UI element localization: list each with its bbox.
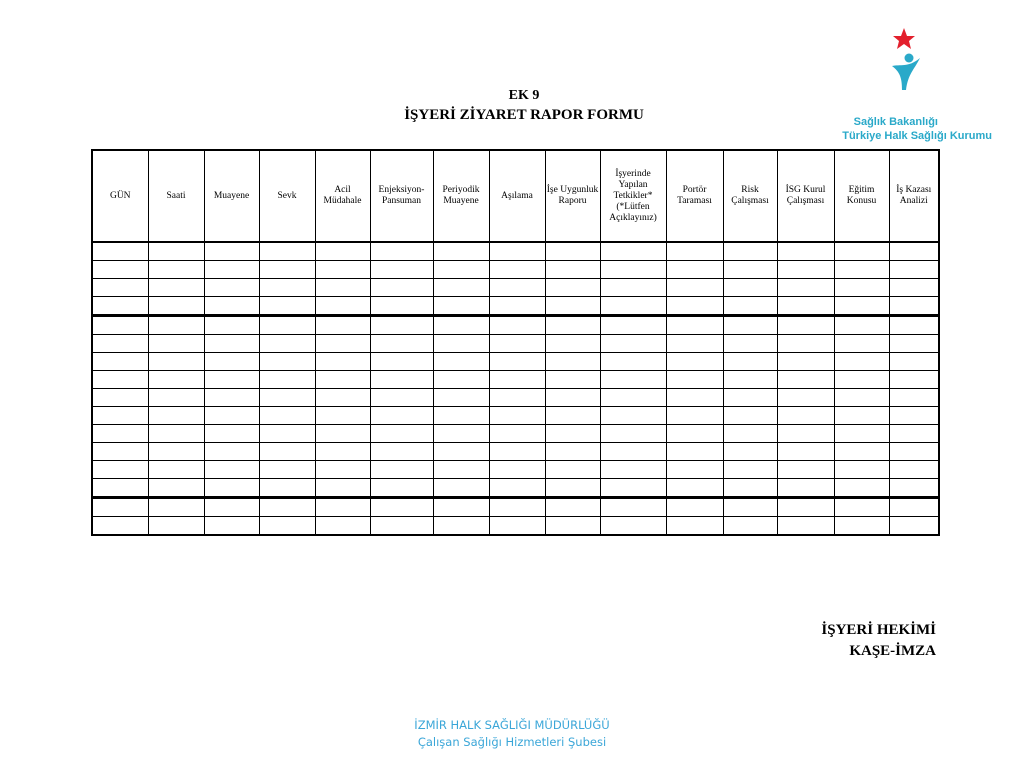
table-cell[interactable] (834, 407, 889, 425)
table-cell[interactable] (204, 498, 259, 517)
table-cell[interactable] (777, 443, 834, 461)
table-cell[interactable] (777, 407, 834, 425)
column-header: Sevk (259, 150, 315, 242)
table-cell[interactable] (834, 335, 889, 353)
table-cell[interactable] (92, 261, 148, 279)
table-cell[interactable] (433, 479, 489, 498)
table-row (92, 316, 939, 335)
table-row (92, 443, 939, 461)
column-header: Periyodik Muayene (433, 150, 489, 242)
table-cell[interactable] (259, 425, 315, 443)
table-cell[interactable] (370, 517, 433, 536)
table-header-row (92, 150, 939, 242)
table-cell[interactable] (204, 425, 259, 443)
table-cell[interactable] (777, 353, 834, 371)
table-cell[interactable] (600, 517, 666, 536)
table-cell[interactable] (600, 407, 666, 425)
table-cell[interactable] (600, 279, 666, 297)
table-cell[interactable] (545, 242, 600, 261)
table-cell[interactable] (723, 242, 777, 261)
table-cell[interactable] (489, 316, 545, 335)
table-cell[interactable] (489, 498, 545, 517)
table-cell[interactable] (489, 242, 545, 261)
table-cell[interactable] (723, 517, 777, 536)
table-cell[interactable] (889, 297, 939, 316)
table-cell[interactable] (600, 389, 666, 407)
table-cell[interactable] (370, 335, 433, 353)
table-cell[interactable] (666, 389, 723, 407)
table-cell[interactable] (204, 443, 259, 461)
table-row (92, 261, 939, 279)
table-cell[interactable] (600, 461, 666, 479)
table-cell[interactable] (433, 443, 489, 461)
table-cell[interactable] (92, 389, 148, 407)
table-cell[interactable] (315, 407, 370, 425)
table-row (92, 425, 939, 443)
column-header: Enjeksiyon-Pansuman (370, 150, 433, 242)
table-cell[interactable] (370, 316, 433, 335)
table-cell[interactable] (666, 517, 723, 536)
table-cell[interactable] (92, 297, 148, 316)
table-cell[interactable] (315, 297, 370, 316)
table-cell[interactable] (370, 407, 433, 425)
table-cell[interactable] (777, 261, 834, 279)
table-cell[interactable] (666, 498, 723, 517)
column-header: İş Kazası Analizi (889, 150, 939, 242)
table-cell[interactable] (545, 479, 600, 498)
table-cell[interactable] (204, 335, 259, 353)
table-body (92, 242, 939, 535)
table-cell[interactable] (889, 461, 939, 479)
table-cell[interactable] (889, 517, 939, 536)
table-cell[interactable] (834, 279, 889, 297)
table-cell[interactable] (545, 425, 600, 443)
table-cell[interactable] (723, 389, 777, 407)
table-cell[interactable] (92, 517, 148, 536)
table-cell[interactable] (315, 335, 370, 353)
table-cell[interactable] (666, 335, 723, 353)
table-cell[interactable] (148, 353, 204, 371)
table-cell[interactable] (834, 443, 889, 461)
table-cell[interactable] (148, 371, 204, 389)
table-cell[interactable] (259, 353, 315, 371)
table-cell[interactable] (777, 425, 834, 443)
table-cell[interactable] (723, 371, 777, 389)
table-cell[interactable] (666, 371, 723, 389)
table-cell[interactable] (259, 461, 315, 479)
table-cell[interactable] (92, 279, 148, 297)
table-cell[interactable] (204, 407, 259, 425)
table-cell[interactable] (204, 461, 259, 479)
table-cell[interactable] (315, 389, 370, 407)
table-cell[interactable] (370, 461, 433, 479)
table-cell[interactable] (545, 461, 600, 479)
table-cell[interactable] (148, 498, 204, 517)
table-cell[interactable] (433, 316, 489, 335)
table-cell[interactable] (545, 407, 600, 425)
table-row (92, 353, 939, 371)
column-header: Saati (148, 150, 204, 242)
table-cell[interactable] (370, 389, 433, 407)
table-cell[interactable] (259, 316, 315, 335)
table-cell[interactable] (600, 498, 666, 517)
table-cell[interactable] (204, 517, 259, 536)
form-title: İŞYERİ ZİYARET RAPOR FORMU (404, 107, 644, 123)
table-cell[interactable] (545, 517, 600, 536)
table-cell[interactable] (666, 425, 723, 443)
table-row (92, 517, 939, 536)
table-cell[interactable] (315, 261, 370, 279)
table-cell[interactable] (723, 425, 777, 443)
table-row (92, 479, 939, 498)
table-cell[interactable] (259, 371, 315, 389)
table-cell[interactable] (433, 517, 489, 536)
signature-stamp-label: KAŞE-İMZA (849, 643, 936, 659)
table-cell[interactable] (777, 297, 834, 316)
table-cell[interactable] (259, 517, 315, 536)
table-cell[interactable] (777, 242, 834, 261)
table-cell[interactable] (834, 498, 889, 517)
table-cell[interactable] (148, 517, 204, 536)
table-cell[interactable] (259, 389, 315, 407)
table-row (92, 407, 939, 425)
table-cell[interactable] (777, 316, 834, 335)
table-cell[interactable] (666, 261, 723, 279)
column-header: GÜN (92, 150, 148, 242)
table-cell[interactable] (433, 242, 489, 261)
table-cell[interactable] (148, 407, 204, 425)
table-cell[interactable] (148, 242, 204, 261)
table-cell[interactable] (259, 479, 315, 498)
table-cell[interactable] (666, 443, 723, 461)
table-cell[interactable] (545, 297, 600, 316)
table-cell[interactable] (148, 316, 204, 335)
table-row (92, 242, 939, 261)
table-cell[interactable] (666, 242, 723, 261)
footer-directorate: İZMİR HALK SAĞLIĞI MÜDÜRLÜĞÜ (414, 718, 610, 732)
table-cell[interactable] (204, 389, 259, 407)
table-cell[interactable] (489, 371, 545, 389)
table-cell[interactable] (148, 479, 204, 498)
logo-ministry-name: Sağlık Bakanlığı (853, 116, 938, 128)
table-cell[interactable] (889, 371, 939, 389)
table-cell[interactable] (92, 335, 148, 353)
table-cell[interactable] (600, 297, 666, 316)
table-cell[interactable] (777, 335, 834, 353)
table-cell[interactable] (433, 498, 489, 517)
table-cell[interactable] (433, 371, 489, 389)
table-cell[interactable] (545, 443, 600, 461)
table-cell[interactable] (666, 316, 723, 335)
table-cell[interactable] (259, 407, 315, 425)
table-cell[interactable] (723, 316, 777, 335)
column-header: Aşılama (489, 150, 545, 242)
table-cell[interactable] (723, 461, 777, 479)
table-cell[interactable] (204, 297, 259, 316)
table-cell[interactable] (834, 479, 889, 498)
table-cell[interactable] (92, 479, 148, 498)
table-cell[interactable] (600, 371, 666, 389)
table-cell[interactable] (545, 279, 600, 297)
table-cell[interactable] (204, 261, 259, 279)
table-cell[interactable] (723, 261, 777, 279)
table-cell[interactable] (433, 407, 489, 425)
table-cell[interactable] (834, 297, 889, 316)
table-cell[interactable] (433, 261, 489, 279)
table-cell[interactable] (600, 242, 666, 261)
table-cell[interactable] (259, 297, 315, 316)
table-cell[interactable] (259, 335, 315, 353)
table-cell[interactable] (489, 517, 545, 536)
table-cell[interactable] (259, 443, 315, 461)
logo-institution-name: Türkiye Halk Sağlığı Kurumu (842, 130, 992, 142)
table-cell[interactable] (666, 279, 723, 297)
table-cell[interactable] (315, 242, 370, 261)
table-cell[interactable] (545, 353, 600, 371)
table-cell[interactable] (204, 371, 259, 389)
table-cell[interactable] (433, 425, 489, 443)
table-cell[interactable] (723, 443, 777, 461)
table-cell[interactable] (370, 443, 433, 461)
table-cell[interactable] (370, 425, 433, 443)
table-cell[interactable] (259, 498, 315, 517)
table-cell[interactable] (834, 353, 889, 371)
table-cell[interactable] (834, 425, 889, 443)
table-cell[interactable] (889, 498, 939, 517)
table-cell[interactable] (92, 461, 148, 479)
table-cell[interactable] (889, 443, 939, 461)
table-cell[interactable] (92, 371, 148, 389)
table-cell[interactable] (92, 242, 148, 261)
table-cell[interactable] (834, 371, 889, 389)
table-cell[interactable] (723, 279, 777, 297)
table-cell[interactable] (666, 353, 723, 371)
column-header: İşyerinde Yapılan Tetkikler* (*Lütfen Açıklayınız) (600, 150, 666, 242)
footer-branch: Çalışan Sağlığı Hizmetleri Şubesi (417, 735, 607, 749)
table-cell[interactable] (666, 297, 723, 316)
column-header: İSG Kurul Çalışması (777, 150, 834, 242)
table-cell[interactable] (777, 517, 834, 536)
table-cell[interactable] (204, 242, 259, 261)
table-cell[interactable] (889, 353, 939, 371)
table-row (92, 297, 939, 316)
column-header: Eğitim Konusu (834, 150, 889, 242)
table-cell[interactable] (777, 389, 834, 407)
table-cell[interactable] (148, 297, 204, 316)
ministry-logo (818, 20, 998, 146)
table-cell[interactable] (315, 425, 370, 443)
table-cell[interactable] (315, 498, 370, 517)
table-cell[interactable] (148, 279, 204, 297)
table-cell[interactable] (545, 335, 600, 353)
table-cell[interactable] (370, 498, 433, 517)
table-cell[interactable] (148, 461, 204, 479)
table-cell[interactable] (433, 279, 489, 297)
table-row (92, 461, 939, 479)
column-header: Acil Müdahale (315, 150, 370, 242)
table-cell[interactable] (370, 371, 433, 389)
table-cell[interactable] (889, 261, 939, 279)
table-cell[interactable] (723, 479, 777, 498)
table-cell[interactable] (600, 261, 666, 279)
table-cell[interactable] (92, 443, 148, 461)
table-cell[interactable] (545, 498, 600, 517)
column-header: Portör Taraması (666, 150, 723, 242)
table-cell[interactable] (545, 389, 600, 407)
table-cell[interactable] (489, 389, 545, 407)
column-header: Muayene (204, 150, 259, 242)
table-cell[interactable] (489, 297, 545, 316)
table-cell[interactable] (370, 297, 433, 316)
table-cell[interactable] (834, 242, 889, 261)
table-cell[interactable] (315, 316, 370, 335)
table-cell[interactable] (889, 316, 939, 335)
table-cell[interactable] (545, 316, 600, 335)
table-cell[interactable] (315, 461, 370, 479)
table-cell[interactable] (92, 498, 148, 517)
table-cell[interactable] (489, 443, 545, 461)
table-cell[interactable] (489, 461, 545, 479)
table-cell[interactable] (723, 353, 777, 371)
table-cell[interactable] (489, 279, 545, 297)
table-cell[interactable] (315, 443, 370, 461)
table-cell[interactable] (600, 316, 666, 335)
table-cell[interactable] (433, 353, 489, 371)
table-cell[interactable] (204, 353, 259, 371)
table-cell[interactable] (204, 279, 259, 297)
annex-label: EK 9 (508, 88, 540, 103)
table-cell[interactable] (834, 316, 889, 335)
table-cell[interactable] (489, 479, 545, 498)
table-cell[interactable] (489, 407, 545, 425)
table-cell[interactable] (600, 335, 666, 353)
table-cell[interactable] (433, 389, 489, 407)
table-cell[interactable] (889, 335, 939, 353)
table-cell[interactable] (545, 371, 600, 389)
table-cell[interactable] (545, 261, 600, 279)
table-cell[interactable] (315, 353, 370, 371)
table-cell[interactable] (148, 261, 204, 279)
table-row (92, 335, 939, 353)
table-cell[interactable] (600, 353, 666, 371)
column-header: Risk Çalışması (723, 150, 777, 242)
table-cell[interactable] (777, 479, 834, 498)
table-cell[interactable] (600, 479, 666, 498)
table-cell[interactable] (259, 279, 315, 297)
table-cell[interactable] (723, 335, 777, 353)
table-cell[interactable] (889, 242, 939, 261)
table-cell[interactable] (370, 261, 433, 279)
table-cell[interactable] (834, 389, 889, 407)
table-cell[interactable] (600, 425, 666, 443)
table-cell[interactable] (370, 279, 433, 297)
table-cell[interactable] (489, 335, 545, 353)
table-cell[interactable] (148, 425, 204, 443)
table-row (92, 371, 939, 389)
table-cell[interactable] (889, 279, 939, 297)
table-cell[interactable] (600, 443, 666, 461)
table-cell[interactable] (889, 389, 939, 407)
table-cell[interactable] (666, 407, 723, 425)
table-row (92, 279, 939, 297)
table-cell[interactable] (92, 353, 148, 371)
table-cell[interactable] (259, 261, 315, 279)
table-cell[interactable] (889, 425, 939, 443)
table-cell[interactable] (489, 261, 545, 279)
table-cell[interactable] (666, 461, 723, 479)
table-cell[interactable] (433, 461, 489, 479)
table-cell[interactable] (834, 261, 889, 279)
table-row (92, 498, 939, 517)
table-cell[interactable] (666, 479, 723, 498)
table-cell[interactable] (433, 297, 489, 316)
table-cell[interactable] (148, 335, 204, 353)
table-cell[interactable] (370, 242, 433, 261)
table-cell[interactable] (777, 498, 834, 517)
visit-report-table (91, 149, 940, 536)
table-cell[interactable] (92, 425, 148, 443)
signature-title: İŞYERİ HEKİMİ (821, 622, 936, 638)
table-cell[interactable] (92, 316, 148, 335)
table-cell[interactable] (315, 371, 370, 389)
table-cell[interactable] (834, 517, 889, 536)
column-header: İşe Uygunluk Raporu (545, 150, 600, 242)
table-cell[interactable] (204, 316, 259, 335)
table-cell[interactable] (489, 425, 545, 443)
table-cell[interactable] (777, 461, 834, 479)
table-cell[interactable] (723, 498, 777, 517)
table-cell[interactable] (723, 407, 777, 425)
table-row (92, 389, 939, 407)
table-cell[interactable] (315, 479, 370, 498)
table-cell[interactable] (370, 479, 433, 498)
table-cell[interactable] (259, 242, 315, 261)
table-cell[interactable] (489, 353, 545, 371)
table-cell[interactable] (889, 407, 939, 425)
table-cell[interactable] (315, 517, 370, 536)
table-cell[interactable] (148, 389, 204, 407)
table-cell[interactable] (723, 297, 777, 316)
table-cell[interactable] (889, 479, 939, 498)
table-cell[interactable] (92, 407, 148, 425)
table-cell[interactable] (148, 443, 204, 461)
table-cell[interactable] (315, 279, 370, 297)
table-cell[interactable] (433, 335, 489, 353)
table-cell[interactable] (370, 353, 433, 371)
table-cell[interactable] (777, 371, 834, 389)
table-cell[interactable] (204, 479, 259, 498)
table-cell[interactable] (777, 279, 834, 297)
table-cell[interactable] (834, 461, 889, 479)
